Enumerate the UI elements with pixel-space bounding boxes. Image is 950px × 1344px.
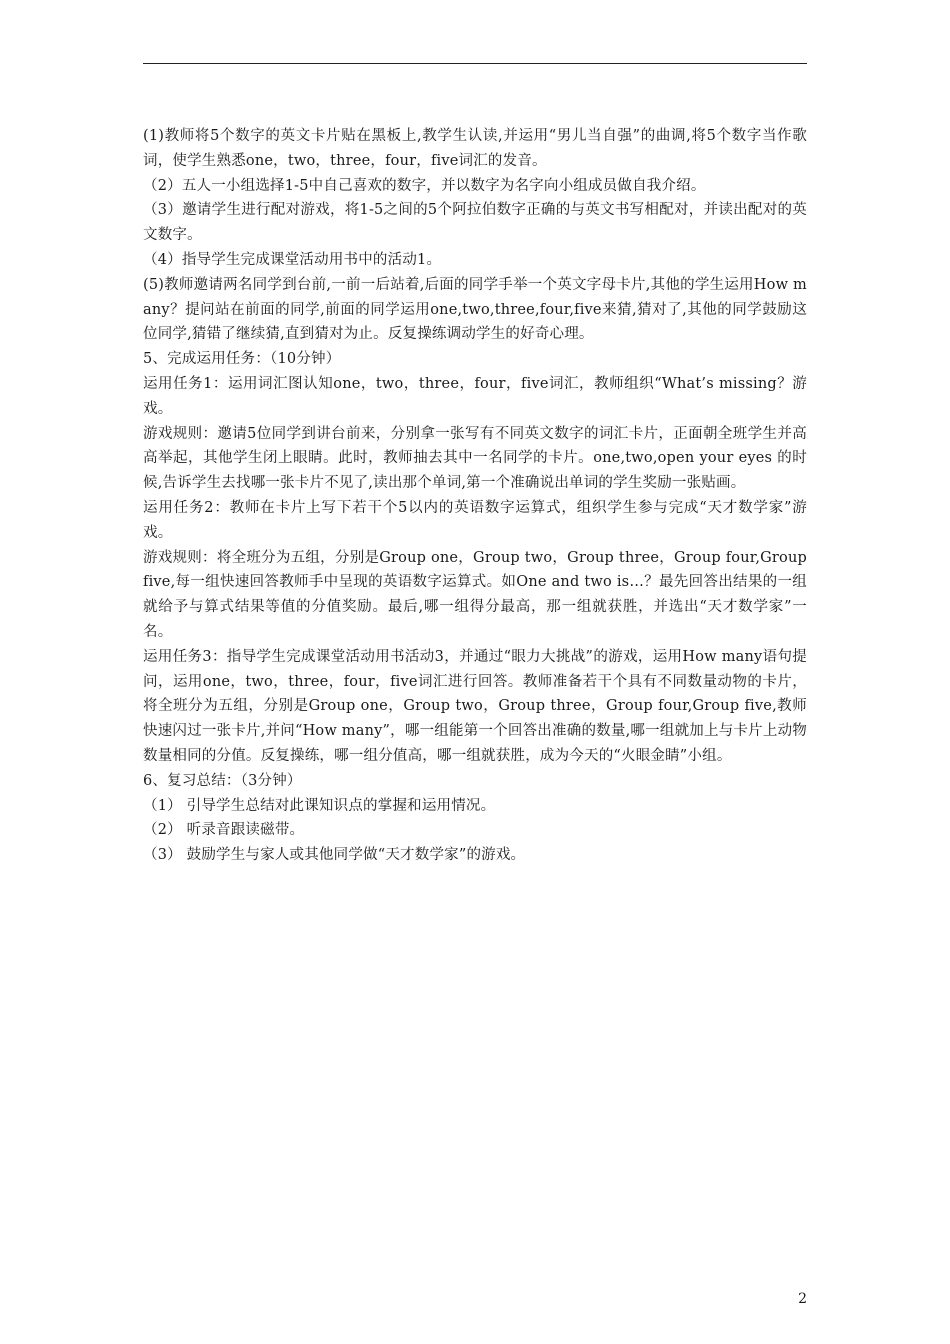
page-number: 2 [798, 1291, 807, 1307]
section-heading-5: 5、完成运用任务：（10分钟） [143, 351, 341, 368]
paragraph-5: (5)教师邀请两名同学到台前,一前一后站着,后面的同学手举一个英文字母卡片,其他的学生运用How many？提问站在前面的同学,前面的同学运用one,two,three,four,five来猜,猜对了,其他的同学鼓励这位同学,猜错了继续猜,直到猜对为止。反复操练调动学生的好奇心理。 [143, 276, 807, 343]
game-rules-2: 游戏规则：将全班分为五组，分别是Group one，Group two，Group three，Group four,Group five,每一组快速回答教师手中呈现的英语数字运算式。如One and two is…？最先回答出结果的一组就给予与算式结果等值的分值奖励。最后,哪一组得分最高，那一组就获胜，并选出“天才数学家”一名。 [143, 549, 807, 640]
task-1: 运用任务1：运用词汇图认知one，two，three，four，five词汇，教师组织“What’s missing？游戏。 [143, 375, 807, 417]
paragraph-1: (1)教师将5个数字的英文卡片贴在黑板上,教学生认读,并运用“男儿当自强”的曲调,将5个数字当作歌词，使学生熟悉one，two，three，four，five词汇的发音。 [143, 128, 807, 169]
review-item-3: （3） 鼓励学生与家人或其他同学做“天才数学家”的游戏。 [143, 847, 526, 864]
review-item-1: （1） 引导学生总结对此课知识点的掌握和运用情况。 [143, 797, 496, 814]
review-item-2: （2） 听录音跟读磁带。 [143, 822, 305, 839]
task-3: 运用任务3：指导学生完成课堂活动用书活动3，并通过“眼力大挑战”的游戏，运用How many语句提问，运用one，two，three，four，five词汇进行回答。教师准备若干个具有不同数量动物的卡片，将全班分为五组，分别是Group one，Group two，Group three，Group four,Group five,教师快速闪过一张卡片,并问“How many”，哪一组能第一个回答出准确的数量,哪一组就加上与卡片上动物数量相同的分值。反复操练，哪一组分值高，哪一组就获胜，成为今天的“火眼金睛”小组。 [143, 648, 807, 764]
paragraph-3: （3）邀请学生进行配对游戏，将1-5之间的5个阿拉伯数字正确的与英文书写相配对，并读出配对的英文数字。 [143, 202, 807, 244]
game-rules-1: 游戏规则：邀请5位同学到讲台前来，分别拿一张写有不同英文数字的词汇卡片，正面朝全班学生并高高举起，其他学生闭上眼睛。此时，教师抽去其中一名同学的卡片。one,two,open your eyes 的时候,告诉学生去找哪一张卡片不见了,读出那个单词,第一个准确说出单词的学生奖励一张贴画。 [143, 425, 807, 492]
paragraph-4: （4）指导学生完成课堂活动用书中的活动1。 [143, 251, 442, 268]
section-heading-6: 6、复习总结：（3分钟） [143, 772, 302, 789]
document-body [143, 124, 807, 868]
paragraph-2: （2）五人一小组选择1-5中自己喜欢的数字，并以数字为名字向小组成员做自我介绍。 [143, 177, 706, 194]
header-rule [143, 63, 807, 64]
task-2: 运用任务2：教师在卡片上写下若干个5以内的英语数字运算式，组织学生参与完成“天才数学家”游戏。 [143, 499, 807, 541]
